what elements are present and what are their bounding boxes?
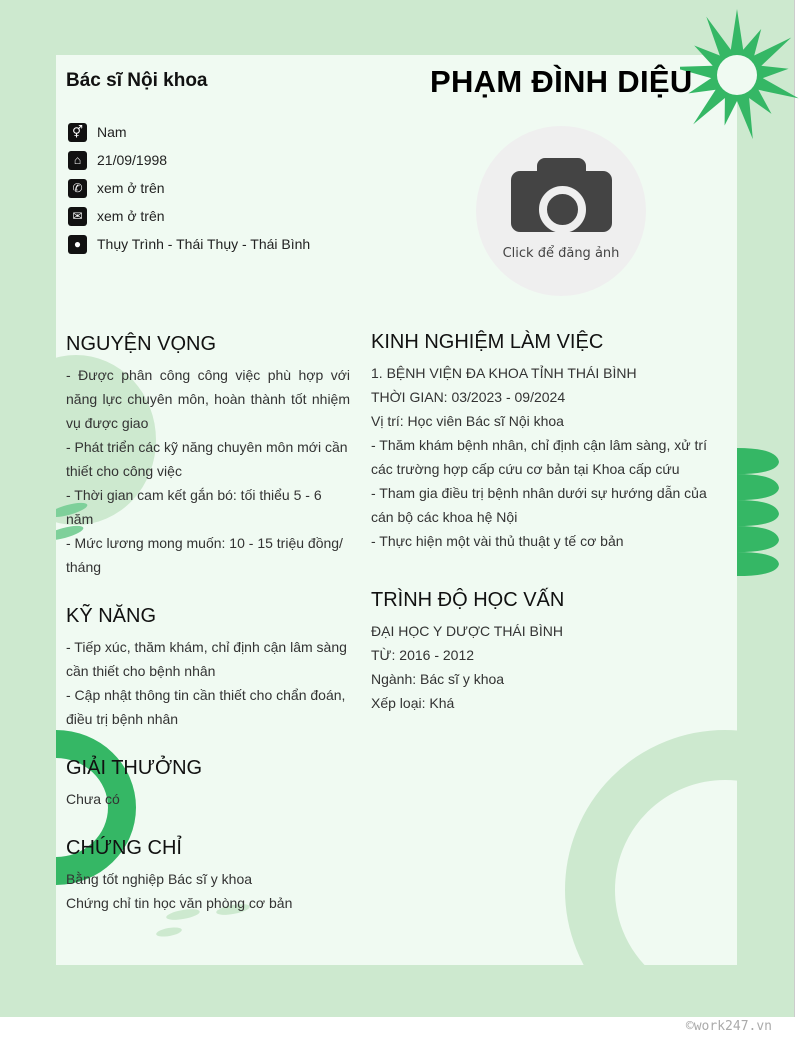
section-line: - Cập nhật thông tin cần thiết cho chẩn đoán, điều trị bệnh nhân xyxy=(66,687,346,727)
section-line: Chưa có xyxy=(66,791,120,807)
section-line: - Thăm khám bệnh nhân, chỉ định cận lâm sàng, xử trí các trường hợp cấp cứu cơ bản tại Khoa cấp cứu xyxy=(371,437,707,477)
section-awards xyxy=(66,755,350,811)
section-line: TỪ: 2016 - 2012 xyxy=(371,647,475,663)
info-text: Thụy Trình - Thái Thụy - Thái Bình xyxy=(97,236,311,252)
section-skills xyxy=(66,603,350,731)
camera-icon xyxy=(511,158,612,232)
section-education xyxy=(371,587,711,715)
section-line: 1. BỆNH VIỆN ĐA KHOA TỈNH THÁI BÌNH xyxy=(371,365,637,381)
info-address xyxy=(68,230,310,258)
photo-upload-label: Click để đăng ảnh xyxy=(502,245,620,261)
section-line: - Tham gia điều trị bệnh nhân dưới sự hướng dẫn của cán bộ các khoa hệ Nội xyxy=(371,485,707,525)
personal-info xyxy=(68,118,310,258)
section-line: THỜI GIAN: 03/2023 - 09/2024 xyxy=(371,389,566,405)
email-icon: ✉ xyxy=(68,207,87,226)
section-title: KỸ NĂNG xyxy=(66,605,157,627)
phone-icon: ✆ xyxy=(68,179,87,198)
section-certificates xyxy=(66,835,350,915)
location-icon: ● xyxy=(68,235,87,254)
section-line: - Mức lương mong muốn: 10 - 15 triệu đồng/ tháng xyxy=(66,535,343,575)
info-email xyxy=(68,202,310,230)
section-line: Xếp loại: Khá xyxy=(371,695,455,711)
photo-upload-button[interactable] xyxy=(476,126,646,296)
section-line: - Tiếp xúc, thăm khám, chỉ định cận lâm sàng cần thiết cho bệnh nhân xyxy=(66,639,347,679)
info-phone xyxy=(68,174,310,202)
section-title: KINH NGHIỆM LÀM VIỆC xyxy=(371,331,604,353)
job-title: Bác sĩ Nội khoa xyxy=(66,70,208,91)
section-line: ĐẠI HỌC Y DƯỢC THÁI BÌNH xyxy=(371,623,563,639)
section-line: - Được phân công công việc phù hợp với năng lực chuyên môn, hoàn thành tốt nhiệm vụ được giao xyxy=(66,367,350,431)
info-text: Nam xyxy=(97,124,127,140)
gender-icon: ⚥ xyxy=(68,123,87,142)
section-experience xyxy=(371,329,711,553)
section-line: - Thời gian cam kết gắn bó: tối thiểu 5 - 6 năm xyxy=(66,487,322,527)
section-title: NGUYỆN VỌNG xyxy=(66,333,217,355)
section-line: - Phát triển các kỹ năng chuyên môn mới cần thiết cho công việc xyxy=(66,439,348,479)
info-birthday xyxy=(68,146,310,174)
watermark: ©work247.vn xyxy=(685,1019,772,1034)
section-line: Ngành: Bác sĩ y khoa xyxy=(371,671,505,687)
birthday-cake-icon: ⌂ xyxy=(68,151,87,170)
section-line: Bằng tốt nghiệp Bác sĩ y khoa xyxy=(66,871,253,887)
candidate-name: PHẠM ĐÌNH DIỆU xyxy=(430,64,693,99)
section-title: TRÌNH ĐỘ HỌC VẤN xyxy=(371,589,565,611)
section-line: Chứng chỉ tin học văn phòng cơ bản xyxy=(66,895,293,911)
section-line: - Thực hiện một vài thủ thuật y tế cơ bản xyxy=(371,533,624,549)
section-title: CHỨNG CHỈ xyxy=(66,837,182,859)
info-gender xyxy=(68,118,310,146)
section-title: GIẢI THƯỞNG xyxy=(66,757,203,779)
info-text: 21/09/1998 xyxy=(97,152,168,168)
section-line: Vị trí: Học viên Bác sĩ Nội khoa xyxy=(371,413,564,429)
info-text: xem ở trên xyxy=(97,208,165,224)
section-objective xyxy=(66,331,350,579)
info-text: xem ở trên xyxy=(97,180,165,196)
